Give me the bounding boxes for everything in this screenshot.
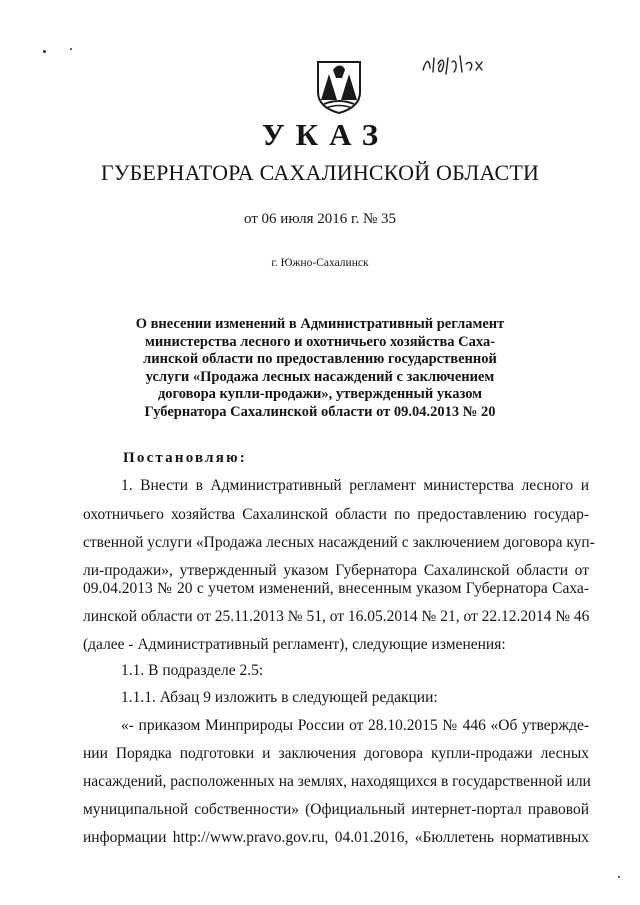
- body-line: охотничьего хозяйства Сахалинской области по предоставлению государ-: [83, 506, 589, 523]
- issuer-title: ГУБЕРНАТОРА САХАЛИНСКОЙ ОБЛАСТИ: [100, 160, 540, 185]
- body-line: 09.04.2013 № 20 с учетом изменений, внесенным указом Губернатора Саха-: [83, 580, 589, 597]
- scan-speck: [43, 50, 46, 53]
- body-line: линской области от 25.11.2013 № 51, от 16.05.2014 № 21, от 22.12.2014 № 46: [83, 608, 590, 625]
- coat-of-arms-icon: [316, 60, 362, 114]
- decree-date: от 06 июля 2016 г. № 35: [243, 211, 397, 227]
- heading-line: линской области по предоставлению государственной: [143, 351, 497, 367]
- body-line: 1. Внести в Административный регламент министерства лесного и: [121, 477, 589, 494]
- scan-speck: [70, 48, 72, 50]
- body-line: 1.1. В подразделе 2.5:: [121, 662, 264, 679]
- body-line: ли-продажи», утвержденный указом Губернатора Сахалинской области от: [83, 562, 589, 579]
- decree-word: Постановляю:: [123, 450, 247, 466]
- page-title: УКАЗ: [261, 117, 390, 152]
- body-line: информации http://www.pravo.gov.ru, 04.01.2016, «Бюллетень нормативных: [83, 829, 589, 846]
- body-line: насаждений, расположенных на землях, находящихся в государственной или: [83, 773, 591, 790]
- heading-line: договора купли-продажи», утвержденный указом: [157, 386, 483, 402]
- body-line: 1.1.1. Абзац 9 изложить в следующей редакции:: [121, 689, 438, 706]
- heading-line: министерства лесного и охотничьего хозяйства Саха-: [144, 333, 496, 350]
- scan-speck: [618, 876, 620, 878]
- body-line: муниципальной собственности» (Официальный интернет-портал правовой: [83, 801, 589, 818]
- decree-heading: [0, 316, 640, 421]
- decree-city: г. Южно-Сахалинск: [271, 257, 369, 269]
- body-line: ственной услуги «Продажа лесных насаждений с заключением договора куп-: [83, 534, 595, 551]
- heading-line: услуги «Продажа лесных насаждений с заключением: [145, 368, 495, 385]
- heading-line: Губернатора Сахалинской области от 09.04.2013 № 20: [144, 403, 496, 420]
- body-line: (далее - Административный регламент), следующие изменения:: [83, 636, 506, 653]
- body-line: «- приказом Минприроды России от 28.10.2015 № 446 «Об утвержде-: [121, 717, 589, 734]
- handwritten-mark-icon: [420, 50, 490, 80]
- body-line: нии Порядка подготовки и заключения договора купли-продажи лесных: [83, 745, 589, 762]
- heading-line: О внесении изменений в Административный регламент: [135, 316, 505, 332]
